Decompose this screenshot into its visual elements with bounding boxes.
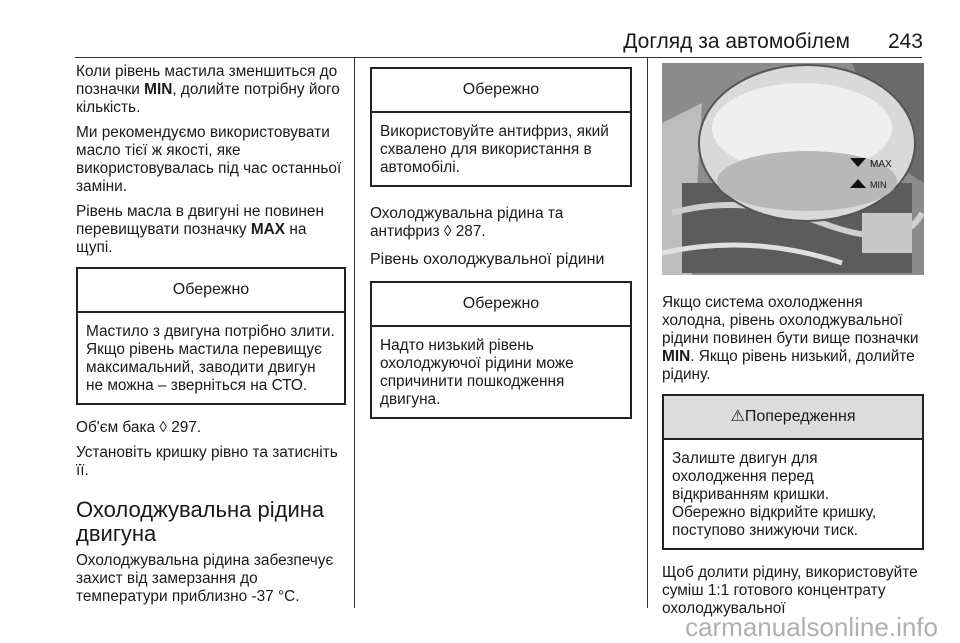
min-mark-label: MIN [870,180,887,190]
coolant-reservoir-photo [662,63,924,275]
warning-paragraph: Обережно відкрийте кришку, поступово знижуючи тиск. [672,504,877,539]
column-3 [662,63,924,625]
caution-box [370,67,632,187]
paragraph: Коли рівень мастила зменшиться до позначки MIN, долийте потрібну його кількість. [76,63,340,116]
paragraph: Об'єм бака ◊ 297. [76,419,202,436]
max-mark-label: MAX [870,159,892,170]
header-divider [75,57,922,58]
caution-box [76,267,346,405]
paragraph: Установіть кришку рівно та затисніть її. [76,444,338,479]
page-number: 243 [887,30,923,53]
paragraph: Щоб долити рідину, використовуйте суміш 1:1 готового концентрату охолоджувальної [662,564,918,617]
page-header [0,0,960,60]
warning-text [664,440,922,548]
paragraph: Якщо система охолодження холодна, рівень охолоджувальної рідини повинен бути вище позначки MIN. Якщо рівень низький, долийте рідину. [662,294,919,383]
paragraph: Охолоджувальна рідина та антифриз ◊ 287. [370,205,564,240]
caution-title: Обережно [372,283,630,327]
paragraph: Рівень масла в двигуні не повинен перевищувати позначку MAX на щупі. [76,203,324,256]
caution-title: Обережно [78,269,344,313]
subsection-heading: Рівень охолоджувальної рідини [370,251,605,268]
caution-box [370,281,632,419]
caution-title: Обережно [372,69,630,113]
warning-title: ⚠Попередження [664,396,922,440]
paragraph: Ми рекомендуємо використовувати масло тієї ж якості, яке використовувалась під час останньої заміни. [76,124,342,195]
paragraph: Охолоджувальна рідина забезпечує захист від замерзання до температури приблизно -37 °C. [76,552,334,605]
warning-triangle-icon: ⚠ [730,408,745,425]
column-divider [354,58,355,608]
watermark: carmanualsonline.info [685,612,938,642]
column-2 [370,63,632,429]
column-1 [76,63,346,613]
warning-paragraph: Залиште двигун для охолодження перед відкриванням кришки. [672,450,830,503]
warning-box [662,394,924,550]
caution-text: Надто низький рівень охолоджуючої рідини може спричинити пошкодження двигуна. [380,337,574,408]
page-title: Догляд за автомобілем [623,30,850,53]
caution-text: Мастило з двигуна потрібно злити. Якщо рівень мастила перевищує максимальний, заводити двигун не можна – зверніться на СТО. [86,323,335,394]
column-divider [647,58,648,608]
caution-text: Використовуйте антифриз, який схвалено для використання в автомобілі. [380,123,609,176]
section-heading: Охолоджувальна рідина двигуна [76,497,325,546]
